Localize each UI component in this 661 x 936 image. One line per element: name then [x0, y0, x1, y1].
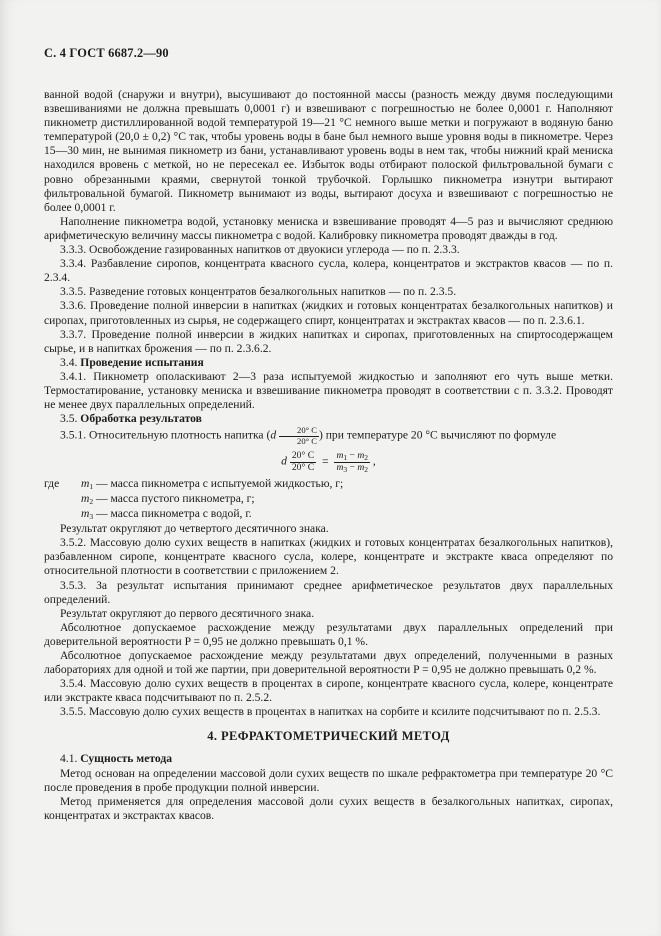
variable: [81, 477, 93, 490]
variable-subscript: 2: [364, 465, 369, 475]
variable-letter: m: [336, 462, 344, 474]
variable: [81, 507, 93, 520]
document-paragraph: Метод применяется для определения массовой доли сухих веществ в безалкогольных напитках, сиропах, концентратах и экстрактах квасов.: [44, 794, 613, 822]
document-paragraph: 3.3.4. Разбавление сиропов, концентрата квасного сусла, колера, концентратов и экстрактов квасов — по п. 2.3.4.: [44, 257, 613, 285]
variable-letter: m: [357, 450, 365, 462]
clause-heading: [44, 752, 613, 766]
density-formula: d $\frac{20^\circ С}{20^\circ С}$ = $\frac{m_1 - m_2}{m_3 - m_2}$ ,: [281, 450, 376, 475]
variable-subscript: 1: [343, 453, 348, 463]
variable-letter: m: [81, 492, 90, 506]
section-heading: 4. РЕФРАКТОМЕТРИЧЕСКИЙ МЕТОД: [207, 729, 450, 744]
document-paragraph: Метод основан на определении массовой доли сухих веществ по шкале рефрактометра при температуре 20 °С после проведения в пробе продукции полной инверсии.: [44, 766, 613, 794]
density-symbol: d: [281, 455, 290, 468]
document-paragraph: 3.5.5. Массовую долю сухих веществ в процентах в напитках на сорбите и ксилите подсчитывают по п. 2.5.3.: [60, 705, 601, 719]
where-prefix: где: [44, 477, 60, 491]
document-paragraph: Абсолютное допускаемое расхождение между результатами двух параллельных определений при доверительной вероятности P = 0,95 не должно превышать 0,1 %.: [44, 620, 613, 648]
variable: [336, 450, 347, 461]
document-body: [44, 88, 613, 823]
document-paragraph: Результат округляют до первого десятичного знака.: [60, 606, 315, 620]
document-paragraph: 3.3.6. Проведение полной инверсии в напитках (жидких и готовых концентратах безалкогольных напитков) и сиропах, приготовленных из сырья, не содержащего спирт, концентратах и экстрактах квасов — по п. 2.3.6.1.: [44, 299, 613, 327]
temperature-ratio: [290, 451, 316, 473]
clause-number: 3.5.: [60, 412, 81, 426]
document-content: [44, 46, 613, 823]
variable-letter: m: [357, 462, 365, 474]
where-list-item: $m_1$ — масса пикнометра с испытуемой жидкостью, г;: [81, 477, 344, 492]
fraction-denominator: 20° С: [297, 436, 317, 447]
temperature-ratio: [279, 426, 319, 446]
variable-subscript: 3: [89, 512, 94, 522]
variable: [357, 450, 368, 461]
page-header: С. 4 ГОСТ 6687.2—90: [44, 46, 169, 60]
mass-ratio-denominator: [334, 463, 370, 474]
document-paragraph: 3.3.7. Проведение полной инверсии в жидких напитках и сиропах, приготовленных на спиртосодержащем сырье, и в напитках брожения — по п. 2.3.6.2.: [44, 327, 613, 355]
document-paragraph: Наполнение пикнометра водой, установку мениска и взвешивание проводят 4—5 раз и вычисляют среднюю арифметическую величину массы пикнометра с водой. Калибровку пикнометра проводят дважды в год.: [44, 214, 613, 242]
clause-number: 4.1.: [60, 752, 81, 766]
equals-sign: =: [319, 455, 332, 468]
variable-subscript: 1: [89, 482, 94, 492]
variable-letter: m: [81, 477, 90, 491]
document-paragraph: ванной водой (снаружи и внутри), высушивают до постоянной массы (разность между двумя последующими взвешиваниями не должна превышать 0,0001 г) и взвешивают с погрешностью не более 0,0001 г. Наполняют пикнометр дистиллированной водой температурой 19—21 °С немного выше метки и погружают в водяную баню температурой (20,0 ± 0,2) °С так, чтобы уровень воды в бане был немного выше уровня воды в пикнометре. Через 15—30 мин, не вынимая пикнометр из бани, устанавливают уровень воды в нем так, чтобы нижний край мениска находился вровень с меткой, но не пересекал ее. Избыток воды отбирают полоской фильтровальной бумаги с ровно обрезанными краями, свернутой тонкой трубочкой. Горлышко пикнометра изнутри вытирают фильтровальной бумагой. Пикнометр вынимают из воды, вытирают досуха и взвешивают с погрешностью не более 0,0001 г.: [44, 88, 613, 214]
numerator-expression: $m_1 - m_2$: [336, 450, 369, 463]
variable-subscript: 3: [343, 465, 348, 475]
clause-heading: [44, 412, 613, 426]
document-paragraph: Результат округляют до четвертого десятичного знака.: [60, 522, 329, 536]
variable: [357, 462, 368, 473]
where-list-item: $m_2$ — масса пустого пикнометра, г;: [81, 492, 255, 507]
variable-letter: m: [336, 450, 344, 462]
fraction-numerator: 20° С: [291, 450, 315, 462]
clause-title: Сущность метода: [80, 752, 173, 766]
clause-number: 3.4.: [60, 355, 81, 369]
clause-heading: [44, 356, 613, 370]
mass-ratio-numerator: [334, 451, 370, 463]
document-paragraph: 3.5.3. За результат испытания принимают среднее арифметическое результатов двух параллельных определений.: [44, 578, 613, 606]
variable-letter: m: [81, 507, 90, 521]
variable-subscript: 2: [89, 497, 94, 507]
fraction-denominator: 20° С: [291, 462, 315, 474]
density-symbol: d: [270, 428, 280, 442]
variable: [336, 462, 347, 473]
mass-ratio: [334, 451, 370, 473]
variable-subscript: 2: [364, 453, 369, 463]
inline-formula-paragraph: 3.5.1. Относительную плотность напитка (d $\frac{20^\circ С}{20^\circ С}$ ) при температуре 20 °С вычисляют по формуле: [60, 425, 557, 447]
document-paragraph: Абсолютное допускаемое расхождение между результатами двух определений, полученными в разных лабораториях для одной и той же партии, при доверительной вероятности P = 0,95 не должно превышать 0,2 %.: [44, 648, 613, 677]
document-paragraph: 3.3.5. Разведение готовых концентратов безалкогольных напитков — по п. 2.3.5.: [60, 285, 457, 299]
document-paragraph: 3.5.2. Массовую долю сухих веществ в напитках (жидких и готовых концентратах безалкогольных напитков), разбавленном сиропе, концентрате квасного сусла, колере, концентрате и экстракте кваса определяют по относительной плотности в соответствии с приложением 2.: [44, 536, 613, 578]
denominator-expression: $m_3 - m_2$: [336, 462, 369, 475]
clause-title: Проведение испытания: [80, 355, 204, 369]
document-paragraph: 3.3.3. Освобождение газированных напитков от двуокиси углерода — по п. 2.3.3.: [60, 243, 460, 257]
clause-title: Обработка результатов: [80, 412, 202, 426]
where-list-item: $m_3$ — масса пикнометра с водой, г.: [81, 507, 252, 522]
document-paragraph: 3.5.4. Массовую долю сухих веществ в процентах в сиропе, концентрате квасного сусла, колере, концентрате или экстракте кваса подсчитывают по п. 2.5.2.: [44, 677, 613, 705]
document-paragraph: 3.4.1. Пикнометр ополаскивают 2—3 раза испытуемой жидкостью и заполняют его чуть выше метки. Термостатирование, установку мениска и взвешивание пикнометра проводят в соответствии с п. 3.3.2. Проводят не менее двух параллельных определений.: [44, 369, 613, 412]
fraction-numerator: 20° С: [279, 426, 319, 437]
variable: [81, 492, 93, 505]
formula-where-list: [44, 477, 613, 522]
